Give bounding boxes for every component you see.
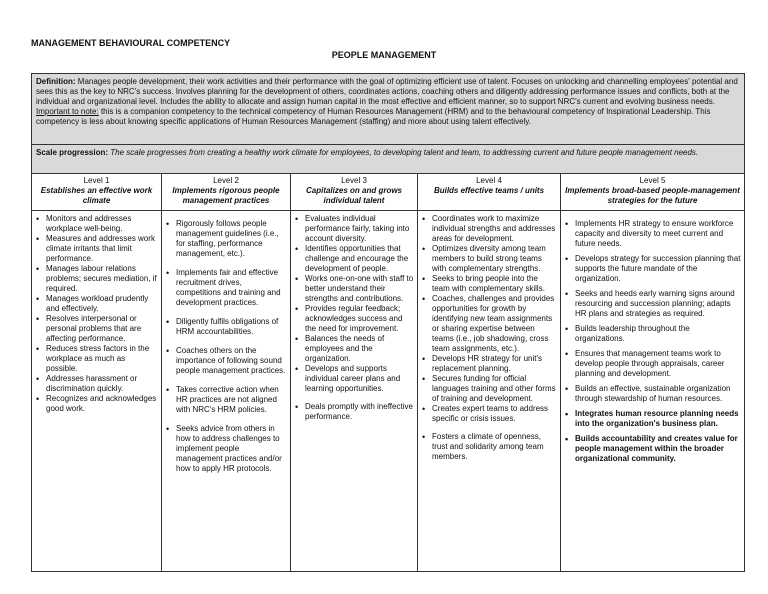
level-1-number: Level 1 <box>83 176 110 185</box>
list-item: • Optimizes diversity among team members to build strong teams with complementary strengths. <box>420 244 557 274</box>
list-item: • Builds an effective, sustainable organization through stewardship of human resources. <box>563 384 741 404</box>
list-item: • Creates expert teams to address specific or crisis issues. <box>420 404 557 424</box>
list-item: • Reduces stress factors in the workplace as much as possible. <box>34 344 158 374</box>
list-item: • Rigorously follows people management guidelines (i.e., for staffing, performance management, etc.). <box>164 219 287 259</box>
level-4-behaviours <box>418 211 561 572</box>
definition-label: Definition: <box>36 77 76 86</box>
list-item: • Builds accountability and creates value for people management within the broader organizational community. <box>563 434 741 464</box>
level-2-title: Implements rigorous people management practices <box>172 186 280 205</box>
level-1-list <box>34 214 158 414</box>
level-4-number: Level 4 <box>476 176 502 185</box>
scale-label: Scale progression: <box>36 148 109 157</box>
list-item: • Measures and addresses work climate irritants that limit performance. <box>34 234 158 264</box>
list-item: • Provides regular feedback; acknowledges success and the need for improvement. <box>293 304 414 334</box>
list-item: • Coaches, challenges and provides opportunities for growth by identifying new team assignments or sharing expertise between teams (i.e., job shadowing, cross team assignments, etc.). <box>420 294 557 354</box>
list-item: • Coaches others on the importance of following sound people management practices. <box>164 346 287 376</box>
level-3-title: Capitalizes on and grows individual talent <box>305 186 402 205</box>
list-item: • Develops HR strategy for unit's replacement planning. <box>420 354 557 374</box>
document-subtitle: PEOPLE MANAGEMENT <box>331 50 437 60</box>
list-item: • Develops strategy for succession planning that supports the future mandate of the organization. <box>563 254 741 284</box>
list-item: • Balances the needs of employees and the organization. <box>293 334 414 364</box>
level-1-title: Establishes an effective work climate <box>40 186 153 205</box>
level-body-row <box>32 211 745 572</box>
definition-text: Manages people development, their work activities and their performance with the goal of optimizing efficient use of talent. Focuses on unlocking and channelling employees' potential and sees this as the key to NRC's success. Involves planning for the development of others, coordinates actions, coaching others and diligently addressing performance issues and conflicts, both at the individual and organizational level. Includes the ability to allocate and assign human capital in the most effective and efficient manner, so to support NRC's current and evolving business needs. <box>36 77 738 106</box>
list-item: • Manages workload prudently and effectively. <box>34 294 158 314</box>
list-item: • Works one-on-one with staff to better understand their strengths and contributions. <box>293 274 414 304</box>
list-item: • Takes corrective action when HR practices are not aligned with NRC's HRM policies. <box>164 385 287 415</box>
definition-row <box>32 74 745 145</box>
level-3-behaviours <box>291 211 418 572</box>
list-item: • Develops and supports individual career plans and learning opportunities. <box>293 364 414 394</box>
list-item: • Coordinates work to maximize individual strengths and addresses areas for development. <box>420 214 557 244</box>
level-5-header <box>561 174 745 211</box>
level-2-list <box>164 219 287 474</box>
level-5-number: Level 5 <box>639 176 666 185</box>
competency-table <box>31 73 745 572</box>
level-5-behaviours <box>561 211 745 572</box>
list-item: • Implements HR strategy to ensure workforce capacity and diversity to meet current and future needs. <box>563 219 741 249</box>
scale-cell <box>32 145 745 174</box>
list-item: • Monitors and addresses workplace well-being. <box>34 214 158 234</box>
level-4-list <box>420 214 557 462</box>
list-item: • Addresses harassment or discrimination quickly. <box>34 374 158 394</box>
list-item: • Recognizes and acknowledges good work. <box>34 394 158 414</box>
level-2-behaviours <box>162 211 291 572</box>
list-item: • Seeks and heeds early warning signs around resourcing and succession planning; adapts HR plans and strategies as required. <box>563 289 741 319</box>
level-5-list <box>563 219 741 464</box>
list-item: • Evaluates individual performance fairly, taking into account diversity. <box>293 214 414 244</box>
level-5-title: Implements broad-based people-management strategies for the future <box>565 186 740 205</box>
document-title: MANAGEMENT BEHAVIOURAL COMPETENCY <box>31 38 231 48</box>
level-3-number: Level 3 <box>341 176 367 185</box>
list-item: • Implements fair and effective recruitment drives, competitions and training and development practices. <box>164 268 287 308</box>
list-item: • Identifies opportunities that challenge and encourage the development of people. <box>293 244 414 274</box>
list-item: • Fosters a climate of openness, trust and solidarity among team members. <box>420 432 557 462</box>
scale-text: The scale progresses from creating a healthy work climate for employees, to developing talent and team, to addressing current and future people management needs. <box>110 148 699 157</box>
list-item: • Integrates human resource planning needs into the organization's business plan. <box>563 409 741 429</box>
list-item: • Deals promptly with ineffective performance. <box>293 402 414 422</box>
list-item: • Secures funding for official languages training and other forms of training and development. <box>420 374 557 404</box>
level-3-header <box>291 174 418 211</box>
level-1-behaviours <box>32 211 162 572</box>
list-item: • Seeks to bring people into the team with complementary skills. <box>420 274 557 294</box>
definition-cell <box>32 74 745 145</box>
level-3-list <box>293 214 414 422</box>
list-item: • Seeks advice from others in how to address challenges to implement people management practices and/or how to apply HR protocols. <box>164 424 287 474</box>
level-4-header <box>418 174 561 211</box>
note-label: Important to note: <box>36 107 99 116</box>
level-2-number: Level 2 <box>213 176 239 185</box>
list-item: • Resolves interpersonal or personal problems that are affecting performance. <box>34 314 158 344</box>
list-item: • Ensures that management teams work to develop people through appraisals, career planning and development. <box>563 349 741 379</box>
note-text: this is a companion competency to the technical competency of Human Resources Management (HRM) and to the behavioural competency of Inspirational Leadership. This competency is less about knowing specific applications of Human Resources Management (staffing) and more about using talent effectively. <box>36 107 711 126</box>
list-item: • Diligently fulfils obligations of HRM accountabilities. <box>164 317 287 337</box>
list-item: • Builds leadership throughout the organizations. <box>563 324 741 344</box>
level-4-title: Builds effective teams / units <box>433 186 545 195</box>
level-header-row <box>32 174 745 211</box>
scale-row <box>32 145 745 174</box>
list-item: • Manages labour relations problems; secures mediation, if required. <box>34 264 158 294</box>
level-1-header <box>32 174 162 211</box>
level-2-header <box>162 174 291 211</box>
